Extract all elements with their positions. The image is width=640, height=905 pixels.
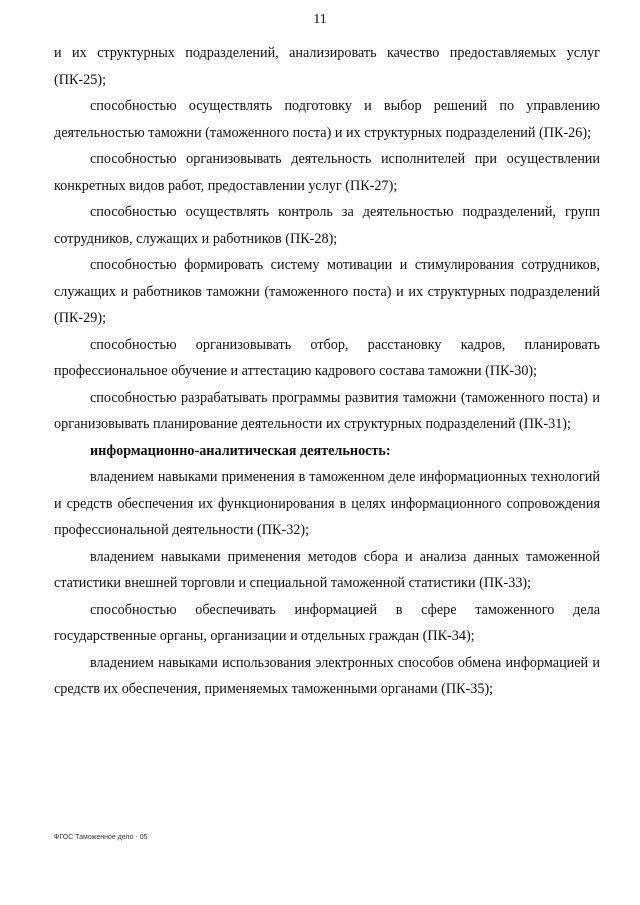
section-heading: информационно-аналитическая деятельность: bbox=[90, 442, 391, 459]
paragraph-pk30: способностью организовывать отбор, расстановку кадров, планировать профессиональное обучение и аттестацию кадрового состава таможни (ПК-30); bbox=[54, 336, 600, 379]
page-footer: ФГОС Таможенное дело - 05 bbox=[54, 834, 148, 841]
paragraph-pk26: способностью осуществлять подготовку и выбор решений по управлению деятельностью таможни (таможенного поста) и их структурных подразделений (ПК-26); bbox=[54, 98, 600, 141]
paragraph-pk35: владением навыками использования электронных способов обмена информацией и средств их обеспечения, применяемых таможенными органами (ПК-35); bbox=[54, 654, 600, 697]
paragraph-pk25: и их структурных подразделений, анализировать качество предоставляемых услуг (ПК-25); bbox=[54, 45, 600, 88]
paragraph-pk34: способностью обеспечивать информацией в сфере таможенного дела государственные органы, организации и отдельных граждан (ПК-34); bbox=[54, 601, 600, 644]
paragraph-pk27: способностью организовывать деятельность исполнителей при осуществлении конкретных видов работ, предоставлении услуг (ПК-27); bbox=[54, 151, 600, 194]
paragraph-pk28: способностью осуществлять контроль за деятельностью подразделений, групп сотрудников, служащих и работников (ПК-28); bbox=[54, 204, 600, 247]
paragraph-pk32: владением навыками применения в таможенном деле информационных технологий и средств обеспечения их функционирования в целях информационного сопровождения профессиональной деятельности (ПК-32); bbox=[54, 469, 600, 538]
paragraph-pk33: владением навыками применения методов сбора и анализа данных таможенной статистики внешней торговли и специальной таможенной статистики (ПК-33); bbox=[54, 548, 600, 591]
paragraph-pk31: способностью разрабатывать программы развития таможни (таможенного поста) и организовывать планирование деятельности их структурных подразделений (ПК-31); bbox=[54, 389, 600, 432]
paragraph-pk29: способностью формировать систему мотивации и стимулирования сотрудников, служащих и работников таможни (таможенного поста) и их структурных подразделений (ПК-29); bbox=[54, 257, 600, 326]
page-number: 11 bbox=[313, 12, 327, 27]
document-body bbox=[54, 40, 600, 703]
